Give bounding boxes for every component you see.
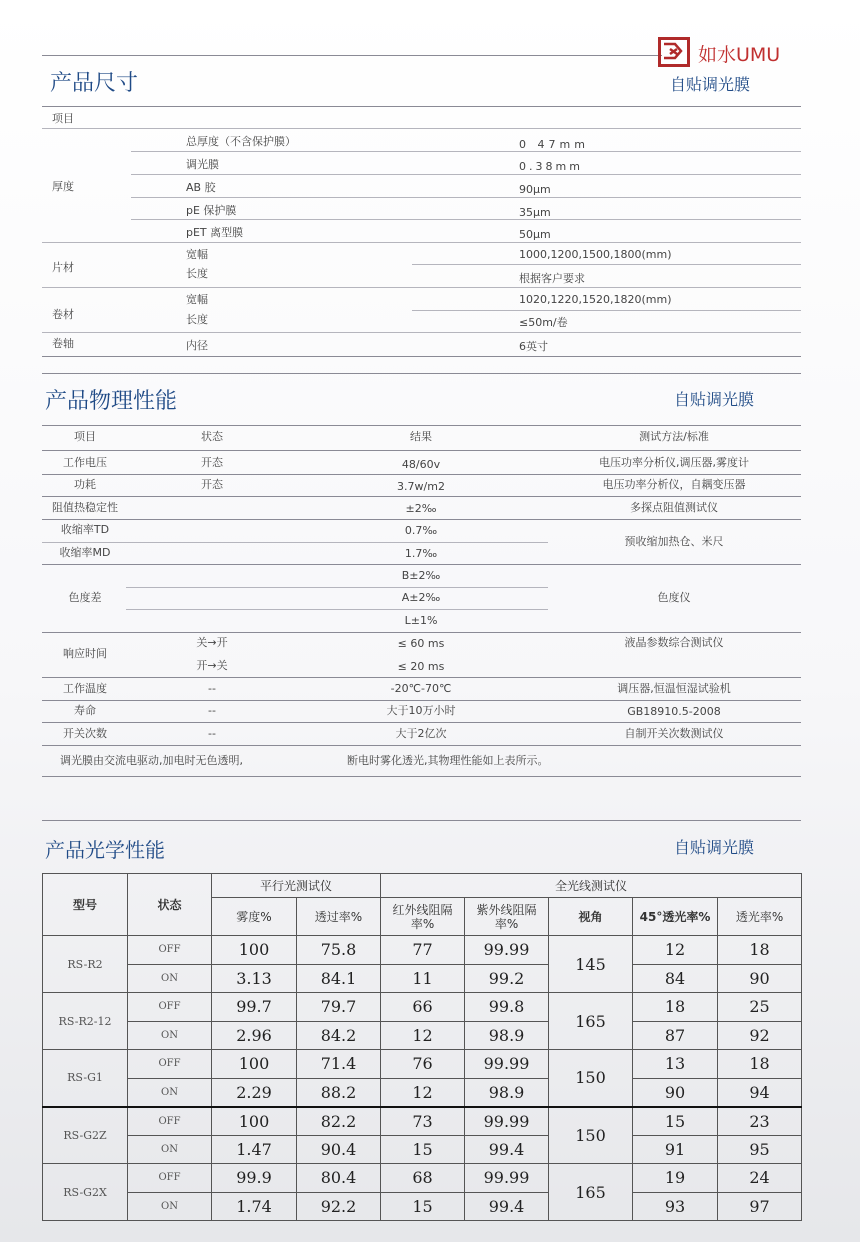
t45-cell: 18: [633, 993, 718, 1022]
haze-cell: 3.13: [212, 964, 297, 993]
t45-cell: 93: [633, 1192, 718, 1221]
physical-rule: [126, 587, 548, 588]
size-value: 1000,1200,1500,1800(mm): [519, 248, 672, 261]
state-cell: ON: [128, 1135, 212, 1164]
table-row: [43, 1078, 802, 1107]
t45-cell: 90: [633, 1078, 718, 1107]
size-value: 50μm: [519, 228, 551, 241]
physical-item: 工作电压: [63, 456, 107, 469]
table-row: [43, 1050, 802, 1079]
size-item: pE 保护膜: [186, 204, 237, 217]
section-rule: [42, 373, 801, 374]
table-row: [43, 1192, 802, 1221]
optical-section-title: 产品光学性能: [45, 838, 165, 862]
size-table-bottom: [42, 356, 801, 357]
model-name: RS-G2Z: [43, 1107, 128, 1164]
physical-rule: [42, 519, 801, 520]
size-value: 6英寸: [519, 340, 548, 353]
col-ir-block-header: 红外线阻隔率%: [381, 898, 465, 936]
size-rule: [42, 242, 801, 243]
size-rule: [131, 174, 801, 175]
col-light-transmittance-header: 透光率%: [718, 898, 802, 936]
physical-state: --: [208, 727, 216, 740]
view-angle-cell: 165: [549, 993, 633, 1050]
size-group-label: 厚度: [52, 180, 74, 193]
size-value: 1020,1220,1520,1820(mm): [519, 293, 672, 306]
table-row: [43, 936, 802, 965]
size-value: ≤50m/卷: [519, 316, 568, 329]
t45-cell: 12: [633, 936, 718, 965]
col-haze-header: 雾度%: [212, 898, 297, 936]
state-cell: OFF: [128, 1107, 212, 1136]
transmittance-cell: 90.4: [297, 1135, 381, 1164]
model-name: RS-R2: [43, 936, 128, 993]
size-value: 根据客户要求: [519, 272, 585, 285]
physical-table-top: [42, 425, 801, 426]
light-transmittance-cell: 18: [718, 936, 802, 965]
size-item: 长度: [186, 313, 208, 326]
size-rule: [42, 287, 801, 288]
uv-cell: 99.99: [465, 1050, 549, 1079]
uv-cell: 99.4: [465, 1192, 549, 1221]
physical-state: 开态: [201, 456, 223, 469]
ir-cell: 15: [381, 1192, 465, 1221]
physical-method: 电压功率分析仪,调压器,雾度计: [599, 456, 749, 469]
haze-cell: 1.74: [212, 1192, 297, 1221]
transmittance-cell: 71.4: [297, 1050, 381, 1079]
transmittance-cell: 84.1: [297, 964, 381, 993]
view-angle-cell: 145: [549, 936, 633, 993]
physical-state: --: [208, 682, 216, 695]
light-transmittance-cell: 18: [718, 1050, 802, 1079]
physical-method: 液晶参数综合测试仪: [624, 636, 724, 649]
physical-result: ≤ 60 ms: [397, 637, 445, 650]
brand-logo-icon: [658, 37, 690, 67]
physical-result: 1.7‰: [404, 547, 438, 560]
physical-result: 48/60v: [401, 458, 441, 471]
ir-cell: 12: [381, 1078, 465, 1107]
transmittance-cell: 92.2: [297, 1192, 381, 1221]
light-transmittance-cell: 95: [718, 1135, 802, 1164]
size-item: 总厚度（不含保护膜）: [186, 135, 296, 148]
physical-note: 断电时雾化透光,其物理性能如上表所示。: [347, 754, 549, 767]
haze-cell: 99.7: [212, 993, 297, 1022]
physical-item: 色度差: [68, 591, 102, 604]
physical-method: 预收缩加热仓、米尺: [624, 535, 724, 548]
uv-cell: 98.9: [465, 1021, 549, 1050]
haze-cell: 2.96: [212, 1021, 297, 1050]
light-transmittance-cell: 23: [718, 1107, 802, 1136]
transmittance-cell: 84.2: [297, 1021, 381, 1050]
uv-cell: 99.4: [465, 1135, 549, 1164]
haze-cell: 1.47: [212, 1135, 297, 1164]
light-transmittance-cell: 90: [718, 964, 802, 993]
physical-state: --: [208, 704, 216, 717]
physical-method: 多探点阻值测试仪: [630, 501, 718, 514]
uv-cell: 99.8: [465, 993, 549, 1022]
table-row: [43, 964, 802, 993]
haze-cell: 2.29: [212, 1078, 297, 1107]
t45-cell: 87: [633, 1021, 718, 1050]
size-group-label: 卷材: [52, 308, 74, 321]
col-uv-block-header: 紫外线阻隔率%: [465, 898, 549, 936]
col-transmittance-header: 透过率%: [297, 898, 381, 936]
size-group-label: 片材: [52, 261, 74, 274]
size-item: 内径: [186, 339, 208, 352]
table-row: [43, 1021, 802, 1050]
physical-state: 关→开: [196, 636, 228, 649]
light-transmittance-cell: 97: [718, 1192, 802, 1221]
physical-rule: [42, 677, 801, 678]
size-rule: [131, 197, 801, 198]
transmittance-cell: 80.4: [297, 1164, 381, 1193]
col-model-header: 型号: [43, 874, 128, 936]
section-rule: [42, 820, 801, 821]
state-cell: OFF: [128, 993, 212, 1022]
ir-cell: 68: [381, 1164, 465, 1193]
model-name: RS-R2-12: [43, 993, 128, 1050]
physical-result: ±2‰: [405, 502, 437, 515]
physical-header: 状态: [201, 430, 223, 443]
uv-cell: 99.2: [465, 964, 549, 993]
uv-cell: 99.99: [465, 936, 549, 965]
state-cell: OFF: [128, 1164, 212, 1193]
light-transmittance-cell: 25: [718, 993, 802, 1022]
transmittance-cell: 79.7: [297, 993, 381, 1022]
col-view-angle-header: 视角: [549, 898, 633, 936]
light-transmittance-cell: 94: [718, 1078, 802, 1107]
size-section-title: 产品尺寸: [50, 71, 139, 96]
state-cell: ON: [128, 1078, 212, 1107]
t45-cell: 13: [633, 1050, 718, 1079]
physical-result: -20℃-70℃: [390, 682, 452, 695]
view-angle-cell: 150: [549, 1050, 633, 1107]
physical-rule: [42, 542, 548, 543]
size-rule: [131, 151, 801, 152]
table-row: [43, 1107, 802, 1136]
full-light-tester-header: 全光线测试仪: [381, 874, 802, 898]
col-state-header: 状态: [128, 874, 212, 936]
size-item: 调光膜: [186, 158, 219, 171]
physical-item: 功耗: [74, 478, 96, 491]
light-transmittance-cell: 92: [718, 1021, 802, 1050]
physical-rule: [126, 609, 548, 610]
state-cell: ON: [128, 1021, 212, 1050]
haze-cell: 100: [212, 936, 297, 965]
state-cell: OFF: [128, 936, 212, 965]
uv-cell: 99.99: [465, 1164, 549, 1193]
physical-rule: [42, 632, 801, 633]
physical-result: 大于10万小时: [386, 704, 456, 717]
size-header-item: 项目: [52, 112, 74, 125]
size-group-label: 卷轴: [52, 337, 74, 350]
ir-cell: 11: [381, 964, 465, 993]
transmittance-cell: 88.2: [297, 1078, 381, 1107]
physical-item: 开关次数: [63, 727, 107, 740]
table-row: [43, 1164, 802, 1193]
size-rule: [412, 264, 801, 265]
state-cell: ON: [128, 964, 212, 993]
physical-note: 调光膜由交流电驱动,加电时无色透明,: [60, 754, 243, 767]
size-item: pET 离型膜: [186, 226, 244, 239]
physical-rule: [42, 700, 801, 701]
physical-header: 测试方法/标准: [639, 430, 709, 443]
table-row: [43, 993, 802, 1022]
top-rule: [42, 55, 662, 56]
uv-cell: 99.99: [465, 1107, 549, 1136]
table-row: [43, 1135, 802, 1164]
physical-result: ≤ 20 ms: [397, 660, 445, 673]
physical-result: A±2‰: [401, 591, 441, 604]
model-name: RS-G2X: [43, 1164, 128, 1221]
physical-state: 开→关: [196, 659, 228, 672]
haze-cell: 99.9: [212, 1164, 297, 1193]
physical-item: 响应时间: [63, 647, 107, 660]
physical-item: 阻值热稳定性: [52, 501, 118, 514]
size-item: 长度: [186, 267, 208, 280]
physical-header: 结果: [410, 430, 432, 443]
col-45-transmittance-header: 45°透光率%: [633, 898, 718, 936]
physical-state: 开态: [201, 478, 223, 491]
size-section-subtitle: 自贴调光膜: [670, 75, 751, 94]
size-item: 宽幅: [186, 293, 208, 306]
view-angle-cell: 165: [549, 1164, 633, 1221]
state-cell: OFF: [128, 1050, 212, 1079]
physical-item: 寿命: [74, 704, 96, 717]
size-item: AB 胶: [186, 181, 216, 194]
ir-cell: 76: [381, 1050, 465, 1079]
physical-item: 收缩率MD: [59, 546, 111, 559]
size-rule: [131, 219, 801, 220]
physical-result: 0.7‰: [404, 524, 438, 537]
model-name: RS-G1: [43, 1050, 128, 1107]
state-cell: ON: [128, 1192, 212, 1221]
physical-section-title: 产品物理性能: [45, 389, 178, 414]
physical-method: 电压功率分析仪，自耦变压器: [602, 478, 746, 491]
size-rule: [412, 310, 801, 311]
haze-cell: 100: [212, 1107, 297, 1136]
ir-cell: 12: [381, 1021, 465, 1050]
t45-cell: 15: [633, 1107, 718, 1136]
physical-rule: [42, 496, 801, 497]
size-rule: [42, 332, 801, 333]
haze-cell: 100: [212, 1050, 297, 1079]
size-rule: [42, 128, 801, 129]
physical-rule: [42, 564, 801, 565]
physical-rule: [42, 450, 801, 451]
light-transmittance-cell: 24: [718, 1164, 802, 1193]
physical-rule: [42, 474, 801, 475]
size-value: 0.38mm: [519, 160, 583, 173]
physical-rule: [42, 722, 801, 723]
physical-result: 3.7w/m2: [397, 480, 445, 493]
size-item: 宽幅: [186, 248, 208, 261]
optical-section-subtitle: 自贴调光膜: [674, 838, 755, 857]
ir-cell: 15: [381, 1135, 465, 1164]
ir-cell: 77: [381, 936, 465, 965]
physical-result: L±1%: [404, 614, 438, 627]
physical-method: GB18910.5-2008: [627, 705, 721, 718]
size-table-top: [42, 106, 801, 107]
uv-cell: 98.9: [465, 1078, 549, 1107]
t45-cell: 84: [633, 964, 718, 993]
optical-table: [42, 873, 802, 1221]
brand-name: 如水UMU: [698, 44, 781, 66]
t45-cell: 91: [633, 1135, 718, 1164]
parallel-light-tester-header: 平行光测试仪: [212, 874, 381, 898]
ir-cell: 73: [381, 1107, 465, 1136]
physical-section-subtitle: 自贴调光膜: [674, 390, 755, 409]
physical-table-bottom: [42, 776, 801, 777]
physical-method: 色度仪: [657, 591, 691, 604]
view-angle-cell: 150: [549, 1107, 633, 1164]
t45-cell: 19: [633, 1164, 718, 1193]
size-value: 35μm: [519, 206, 551, 219]
physical-header: 项目: [74, 430, 96, 443]
physical-result: B±2‰: [401, 569, 441, 582]
transmittance-cell: 82.2: [297, 1107, 381, 1136]
physical-item: 收缩率TD: [60, 523, 110, 536]
ir-cell: 66: [381, 993, 465, 1022]
size-value: 0 47mm: [519, 138, 589, 151]
physical-rule: [42, 745, 801, 746]
physical-method: 调压器,恒温恒湿试验机: [617, 682, 731, 695]
physical-item: 工作温度: [63, 682, 107, 695]
transmittance-cell: 75.8: [297, 936, 381, 965]
size-value: 90μm: [519, 183, 551, 196]
physical-result: 大于2亿次: [395, 727, 447, 740]
physical-method: 自制开关次数测试仪: [624, 727, 724, 740]
